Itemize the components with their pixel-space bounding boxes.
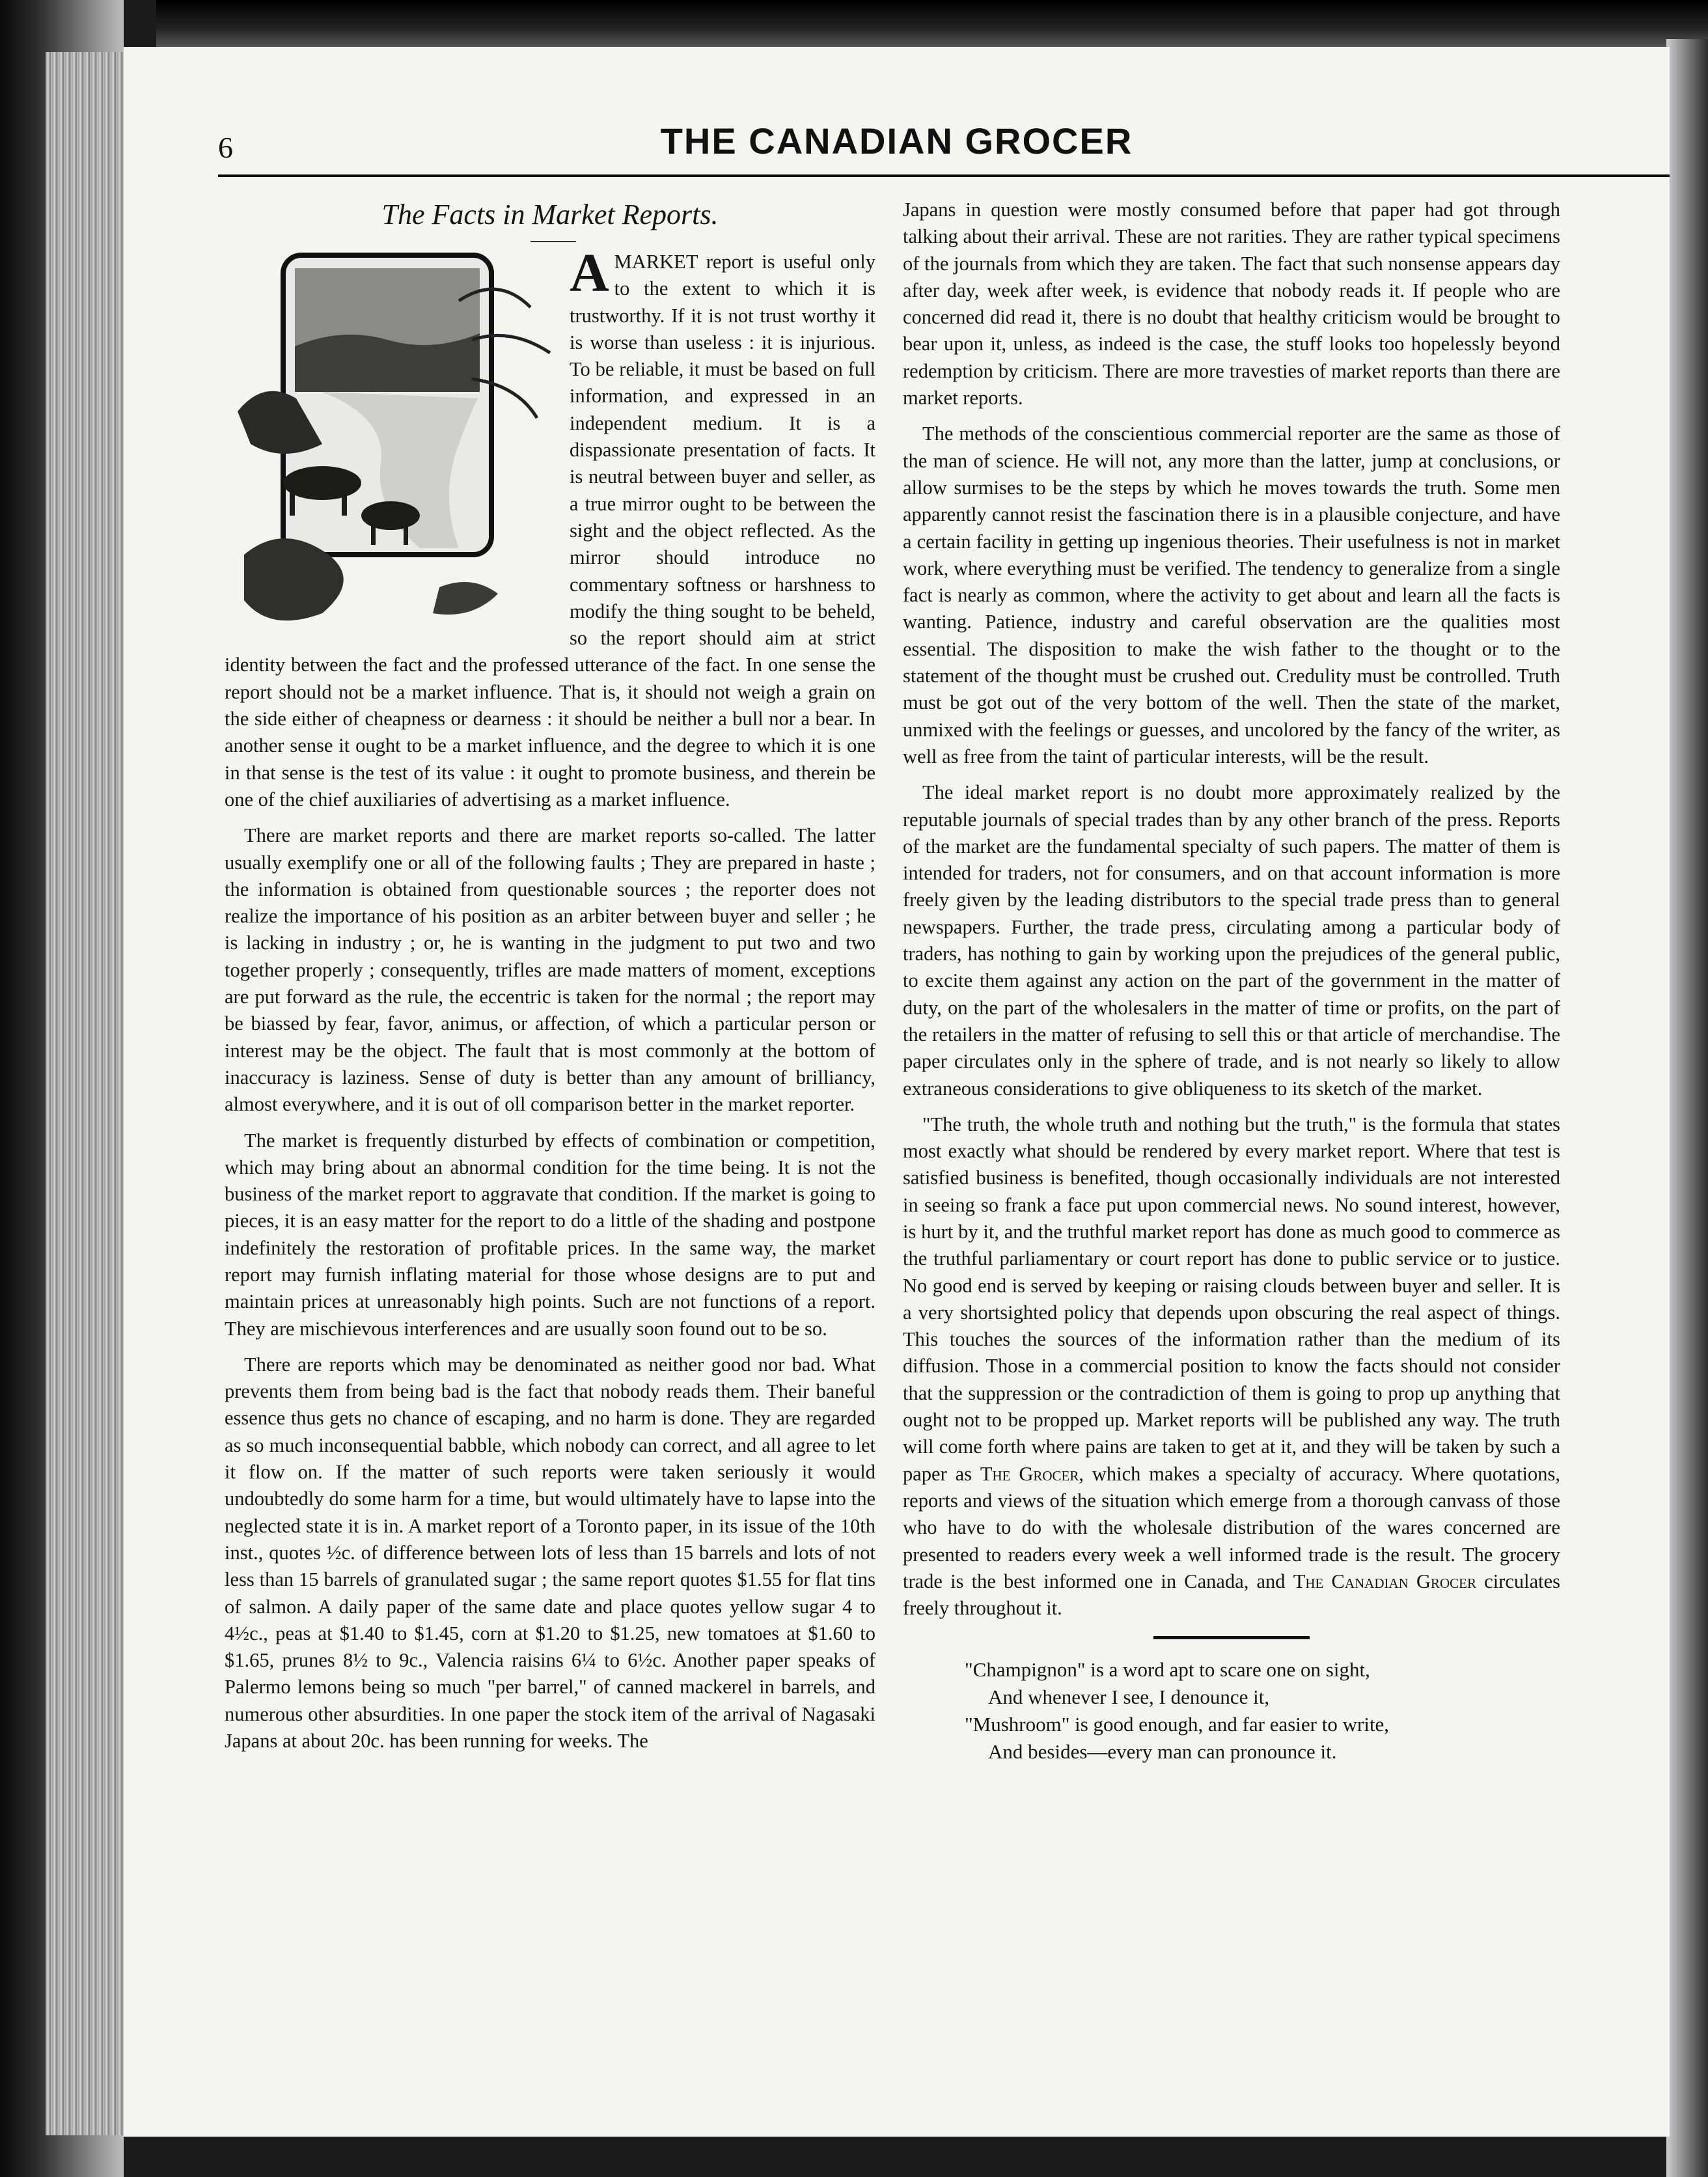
intro-text: MARKET report is useful only to the extent to which it is trustworthy. If it is not trust worthy it is worse than useless : it is injurious. To be reliable, it must be based on full information, and expressed in an independent medium. It is a dispassionate presentation of facts. It is neutral between buyer and seller, as a true mirror ought to be between the sight and the object reflected. As the mirror should introduce no commentary softness or harshness to modify the thing sought to be beheld, so the report should aim at strict identity between the fact and the professed utterance of the fact. In one sense the report should not be a market influence. That is, it should not weigh a grain on the side either of cheapness or dearness : it should be neither a bull nor a bear. In another sense it ought to be a market influence, and the degree to which it is one in that sense is the test of its value : it ought to promote business, and therein be one of the chief auxiliaries of advertising as a market influence. xyxy=(225,251,875,811)
publication-name: The Canadian Grocer xyxy=(1293,1570,1476,1592)
paragraph-neither-good-nor-bad: There are reports which may be denominated as neither good nor bad. What prevents them from being bad is the fact that nobody reads them. Their baneful essence thus gets no chance of escaping, and no harm is done. They are regarded as so much inconsequential babble, which nobody can correct, and all agree to let it flow on. If the matter of such reports were taken seriously it would undoubtedly do some harm for a time, but would ultimately have to lapse into the neglected state it is in. A market report of a Toronto paper, in its issue of the 10th inst., quotes ½c. of difference between lots of less than 15 barrels and lots of not less than 15 barrels of granulated sugar ; the same report quotes $1.55 for flat tins of salmon. A daily paper of the same date and place quotes yellow sugar 4 to 4½c., peas at $1.40 to $1.45, corn at $1.20 to $1.25, new tomatoes at $1.60 to $1.65, prunes 8½ to 9c., Valencia raisins 6¼ to 6½c. Another paper speaks of Palermo lemons being so much "per barrel," of canned mackerel in barrels, and numerous other absurdities. In one paper the stock item of the arrival of Nagasaki Japans at about 20c. has been running for weeks. The xyxy=(225,1353,875,1753)
paragraph-combination: The market is frequently disturbed by effects of combination or competition, which may bring about an abnormal condition for the time being. It is not the business of the market report to aggravate that condition. If the market is going to pieces, it is an easy matter for the report to do a little of the shading and postpone indefinitely the restoration of profitable prices. In the same way, the market report may furnish inflating material for those whose designs are to put and maintain prices at unreasonably high points. Such are not functions of a report. They are mischievous interferences and are usually soon found out to be so. xyxy=(225,1129,875,1340)
paragraph-continued: Japans in question were mostly consumed before that paper had got through talking about their arrival. These are not rarities. They are rather typical specimens of the journals from which they are taken. The fact that such nonsense appears day after day, week after week, is evidence that nobody reads it. If people who are concerned did read it, there is no doubt that healthy criticism would be brought to bear upon it, unless, as indeed is the case, the stuff looks too hopelessly beyond redemption by criticism. There are more travesties of market reports than there are market reports. xyxy=(903,199,1560,409)
title-rule xyxy=(530,241,576,242)
publication-name: The Grocer xyxy=(980,1462,1079,1485)
page-edges xyxy=(46,52,137,2135)
paragraph-methods: The methods of the conscientious commercial reporter are the same as those of the man of science. He will not, any more than the latter, jump at conclusions, or allow surmises to be the steps by which he moves towards the truth. Some men apparently cannot resist the fascination there is in a plausible conjecture, and have a certain facility in getting up ingenious theories. Their usefulness is not in market work, where everything must be verified. The tendency to generalize from a single fact is nearly as common, where the activity to get about and learn all the facts is wanting. Patience, industry and careful observation are the qualities most essential. The disposition to make the wish father to the thought or to the statement of the thought must be crushed out. Credulity must be controlled. Truth must be got out of the very bottom of the well. Then the state of the market, unmixed with the feelings or guesses, and uncolored by the fancy of the writer, as well as free from the taint of particular interests, will be the result. xyxy=(903,423,1560,768)
page xyxy=(124,47,1670,2137)
poem xyxy=(903,1656,1560,1766)
poem-line: "Champignon" is a word apt to scare one on sight, xyxy=(965,1658,1370,1682)
poem-line: "Mushroom" is good enough, and far easier to write, xyxy=(965,1713,1390,1736)
paragraph-faults: There are market reports and there are market reports so-called. The latter usually exemplify one or all of the following faults ; They are prepared in haste ; the information is obtained from questionable sources ; the reporter does not realize the importance of his position as an arbiter between buyer and seller ; he is lacking in industry ; or, he is wanting in the judgment to put two and two together properly ; consequently, trifles are made matters of moment, exceptions are put forward as the rule, the eccentric is taken for the normal ; the report may be biassed by fear, favor, animus, or affection, of which a particular person or interest may be the object. The fault that is most commonly at the bottom of inaccuracy is laziness. Sense of duty is better than any amount of brilliancy, almost everywhere, and it is out of oll comparison better in the market reporter. xyxy=(225,824,875,1116)
left-column xyxy=(225,197,875,1764)
landscape-illustration xyxy=(225,249,563,646)
article-title: The Facts in Market Reports. xyxy=(381,199,719,230)
paragraph-truth: "The truth, the whole truth and nothing but the truth," is the formula that states most exactly what should be rendered by every market report. Where that test is satisfied business is benefited, though occasionally individuals are not interested in seeing so frank a face put upon commercial news. No sound interest, however, is hurt by it, and the truthful market report has done as much good to commerce as the truthful parliamentary or court report has done to public service or to justice. No good end is served by keeping or raising clouds between buyer and seller. It is a very shortsighted policy that depends upon obscuring the real aspect of things. This touches the sources of the information rather than the medium of its diffusion. Those in a commercial position to know the facts should not consider that the suppression or the contradiction of them is going to prop up anything that ought not to be propped up. Market reports will be published any way. The truth will come forth where pains are taken to get at it, and they will be taken by such a paper as The Grocer, which makes a specialty of accuracy. Where quotations, reports and views of the situation which emerge from a thorough canvass of those who have to do with the wholesale distribution of the wares concerned are presented to readers every week a well informed trade is the result. The grocery trade is the best informed one in Canada, and The Canadian Grocer circulates freely throughout it. xyxy=(903,1113,1561,1620)
paragraph-ideal-report: The ideal market report is no doubt more approximately realized by the reputable journals of special trades than by any other branch of the press. Reports of the market are the fundamental specialty of such papers. The matter of them is intended for traders, not for consumers, and on that account information is more freely given by the leading distributors to the special trade press than to general newspapers. Further, the trade press, circulating among a particular body of traders, has nothing to gain by working upon the prejudices of the general public, to excite them against any action on the part of the government in the matter of duty, on the part of the wholesalers in the matter of time or profits, on the part of the retailers in the matter of refusing to sell this or that article of merchandise. The paper circulates only in the sphere of trade, and is not nearly so likely to allow extraneous considerations to give obliqueness to its sketch of the market. xyxy=(903,781,1560,1100)
top-edge xyxy=(156,0,1708,47)
poem-line: And besides—every man can pronounce it. xyxy=(988,1740,1337,1764)
right-edge xyxy=(1666,39,1708,2177)
masthead: THE CANADIAN GROCER xyxy=(660,120,1133,161)
right-column xyxy=(903,197,1560,1766)
header-rule xyxy=(218,174,1670,177)
page-number: 6 xyxy=(218,131,233,164)
poem-line: And whenever I see, I denounce it, xyxy=(988,1685,1270,1709)
section-divider xyxy=(1153,1636,1310,1639)
drop-cap: A xyxy=(570,243,609,303)
